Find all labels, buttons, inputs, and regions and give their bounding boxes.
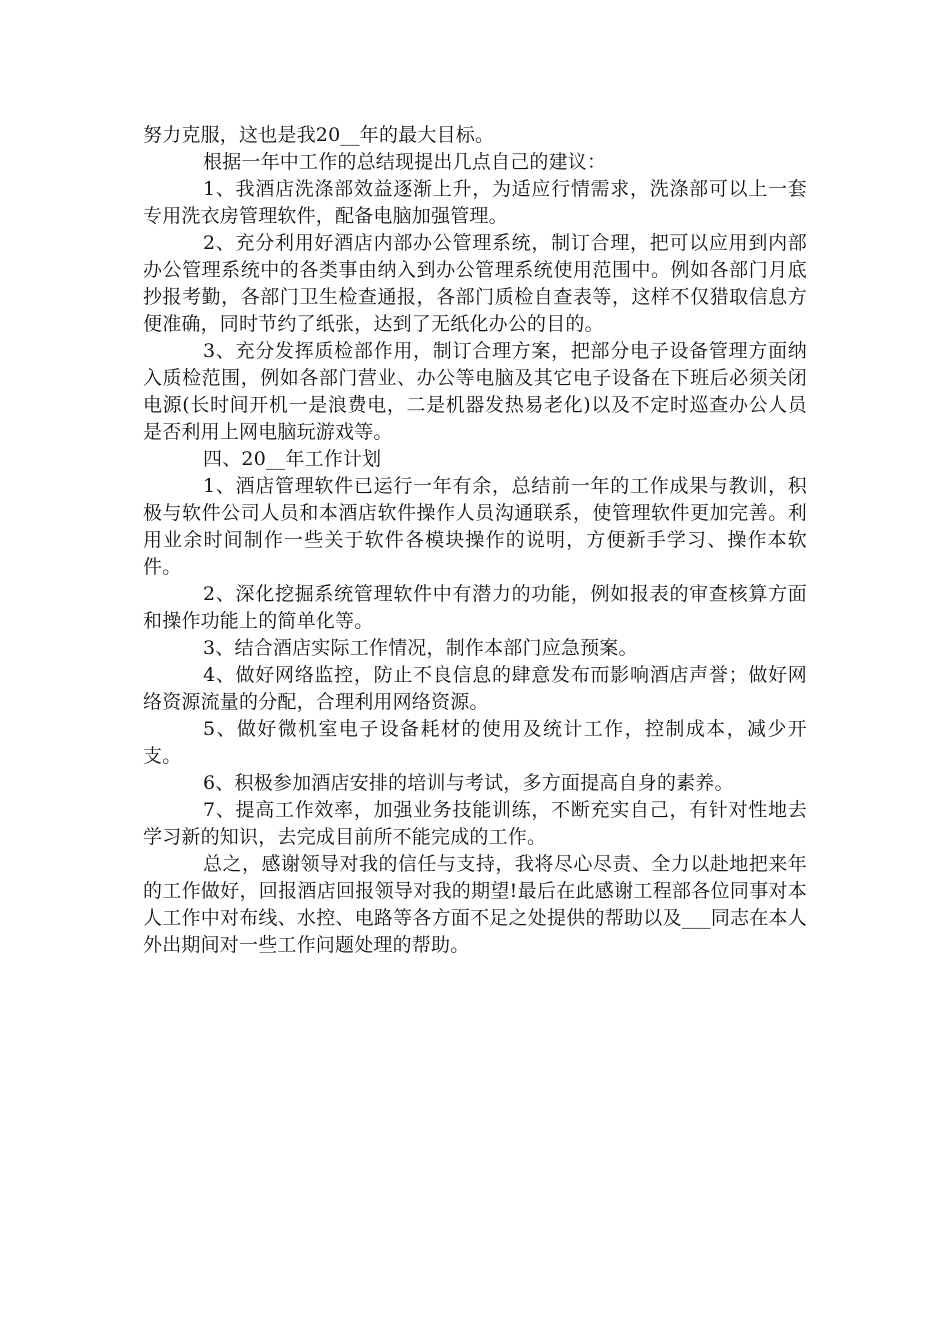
paragraph-plan-2: 2、深化挖掘系统管理软件中有潜力的功能，例如报表的审查核算方面和操作功能上的简单化等。 [143, 583, 807, 632]
paragraph-suggestion-3: 3、充分发挥质检部作用，制订合理方案，把部分电子设备管理方面纳入质检范围，例如各部门营业、办公等电脑及其它电子设备在下班后必须关闭电源(长时间开机一是浪费电，二是机器发热易老化)以及不定时巡查办公人员是否利用上网电脑玩游戏等。 [143, 340, 807, 443]
paragraph-plan-5: 5、做好微机室电子设备耗材的使用及统计工作，控制成本，减少开支。 [143, 718, 807, 767]
section-heading-work-plan: 四、20__年工作计划 [203, 448, 382, 470]
paragraph-suggestion-1: 1、我酒店洗涤部效益逐渐上升，为适应行情需求，洗涤部可以上一套专用洗衣房管理软件，配备电脑加强管理。 [143, 178, 807, 227]
paragraph-plan-3: 3、结合酒店实际工作情况，制作本部门应急预案。 [203, 637, 638, 659]
paragraph-plan-4: 4、做好网络监控，防止不良信息的肆意发布而影响酒店声誉；做好网络资源流量的分配，合理利用网络资源。 [143, 664, 807, 713]
paragraph-conclusion: 总之，感谢领导对我的信任与支持，我将尽心尽责、全力以赴地把来年的工作做好，回报酒店回报领导对我的期望!最后在此感谢工程部各位同事对本人工作中对布线、水控、电路等各方面不足之处提供的帮助以及___同志在本人外出期间对一些工作问题处理的帮助。 [143, 853, 807, 956]
paragraph-suggestion-2: 2、充分利用好酒店内部办公管理系统，制订合理，把可以应用到内部办公管理系统中的各类事由纳入到办公管理系统使用范围中。例如各部门月底抄报考勤，各部门卫生检查通报，各部门质检自查表等，这样不仅猎取信息方便准确，同时节约了纸张，达到了无纸化办公的目的。 [143, 232, 807, 335]
document-body [143, 122, 807, 959]
paragraph-continuation: 努力克服，这也是我20__年的最大目标。 [143, 124, 495, 146]
paragraph-suggestions-intro: 根据一年中工作的总结现提出几点自己的建议： [203, 151, 607, 173]
paragraph-plan-6: 6、积极参加酒店安排的培训与考试，多方面提高自身的素养。 [203, 772, 734, 794]
paragraph-plan-1: 1、酒店管理软件已运行一年有余，总结前一年的工作成果与教训，积极与软件公司人员和本酒店软件操作人员沟通联系，使管理软件更加完善。利用业余时间制作一些关于软件各模块操作的说明，方便新手学习、操作本软件。 [143, 475, 807, 578]
paragraph-plan-7: 7、提高工作效率，加强业务技能训练，不断充实自己，有针对性地去学习新的知识，去完成目前所不能完成的工作。 [143, 799, 807, 848]
